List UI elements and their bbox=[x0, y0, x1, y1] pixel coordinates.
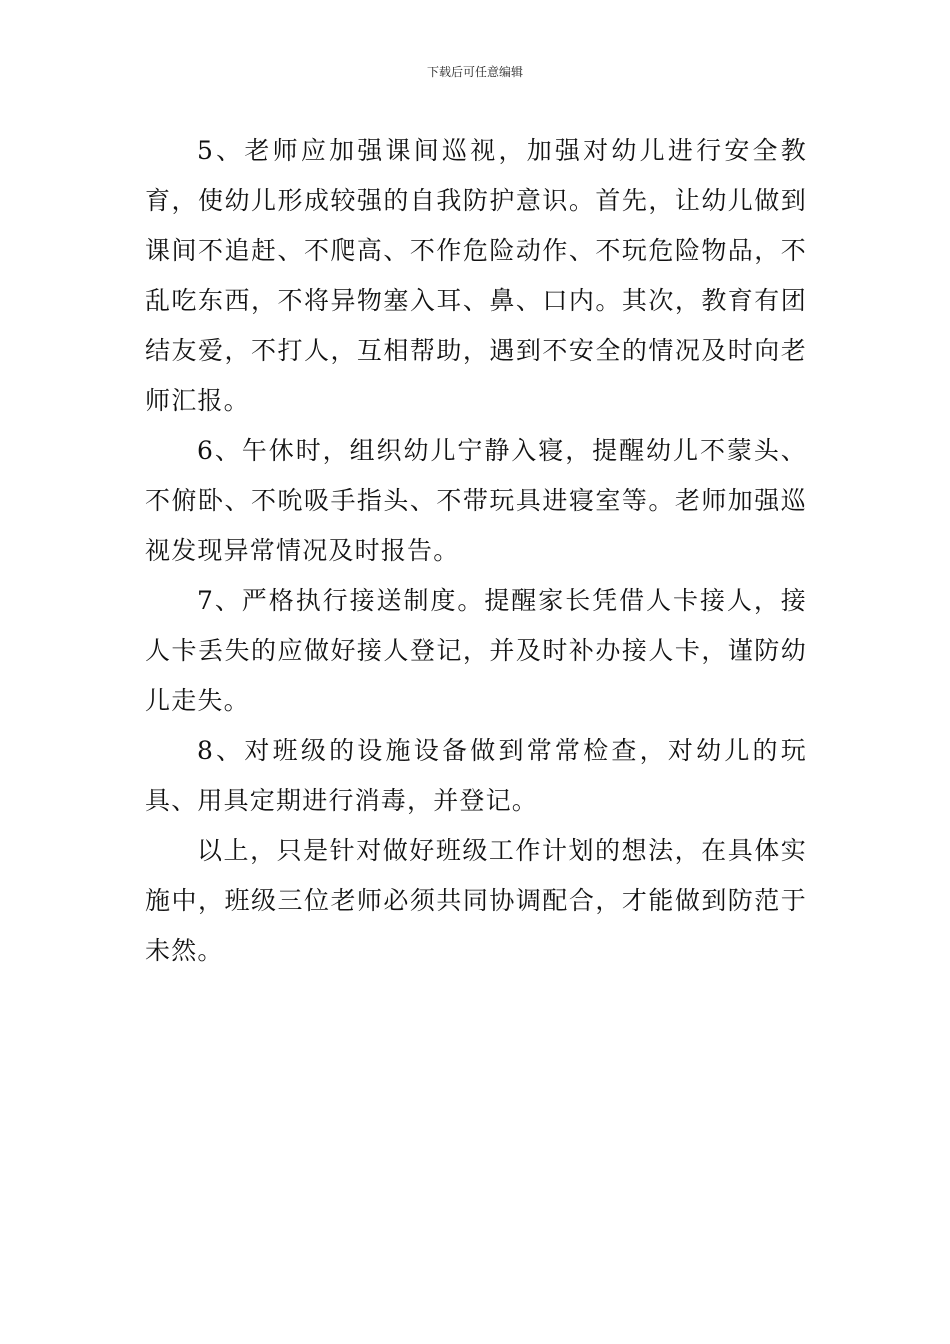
paragraph-5-classroom-safety: 5、老师应加强课间巡视，加强对幼儿进行安全教育，使幼儿形成较强的自我防护意识。首先，让幼儿做到课间不追赶、不爬高、不作危险动作、不玩危险物品，不乱吃东西，不将异物塞入耳、鼻、口内。其次，教育有团结友爱，不打人，互相帮助，遇到不安全的情况及时向老师汇报。 bbox=[145, 136, 807, 415]
paragraph-conclusion: 以上，只是针对做好班级工作计划的想法，在具体实施中，班级三位老师必须共同协调配合，才能做到防范于未然。 bbox=[145, 836, 807, 965]
document-body bbox=[145, 126, 807, 976]
page-header: 下载后可任意编辑 bbox=[426, 65, 523, 79]
paragraph-7-pickup-system: 7、严格执行接送制度。提醒家长凭借人卡接人，接人卡丢失的应做好接人登记，并及时补办接人卡，谨防幼儿走失。 bbox=[145, 586, 807, 715]
paragraph-6-nap-time: 6、午休时，组织幼儿宁静入寝，提醒幼儿不蒙头、不俯卧、不吮吸手指头、不带玩具进寝室等。老师加强巡视发现异常情况及时报告。 bbox=[145, 436, 807, 565]
paragraph-8-equipment-check: 8、对班级的设施设备做到常常检查，对幼儿的玩具、用具定期进行消毒，并登记。 bbox=[145, 736, 807, 815]
